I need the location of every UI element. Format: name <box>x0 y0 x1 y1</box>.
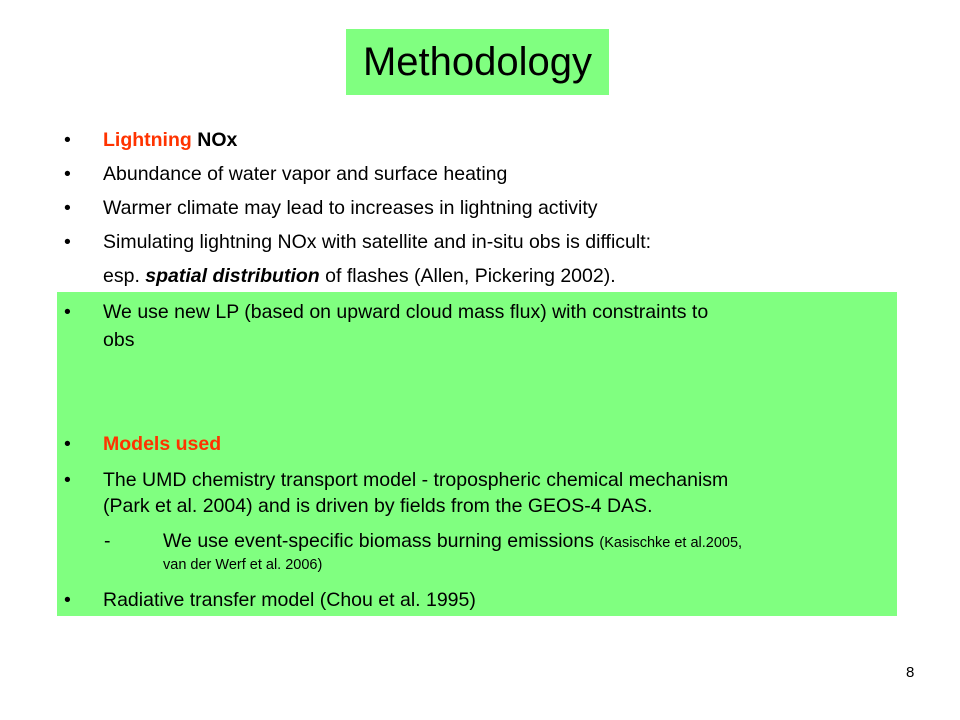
sub-bullet-biomass-line2: van der Werf et al. 2006) <box>163 557 323 573</box>
lightning-label: Lightning <box>103 129 192 151</box>
bullet-lightning-nox <box>103 128 237 153</box>
bullet-models-used: Models used <box>103 433 222 455</box>
bullet-simulating-continued <box>103 264 616 289</box>
nox-label: NOx <box>191 129 238 151</box>
bullet-simulating: Simulating lightning NOx with satellite and in-situ obs is difficult: <box>103 231 652 253</box>
bullet-marker: • <box>64 301 71 323</box>
bullet-marker: • <box>64 197 71 219</box>
bullet-water-vapor: Abundance of water vapor and surface heating <box>103 163 508 185</box>
title-box <box>346 29 609 95</box>
bullet-radiative-transfer: Radiative transfer model (Chou et al. 1995) <box>103 589 476 611</box>
spatial-distribution-emphasis: spatial distribution <box>145 265 320 287</box>
bullet-marker: • <box>64 469 71 491</box>
bullet-marker: • <box>64 129 71 151</box>
bullet-new-lp-line1: We use new LP (based on upward cloud mass flux) with constraints to <box>103 301 709 323</box>
bullet-warmer-climate: Warmer climate may lead to increases in lightning activity <box>103 197 598 219</box>
sub-bullet-biomass-line1 <box>163 529 742 556</box>
biomass-text: We use event-specific biomass burning emissions <box>163 530 600 552</box>
bullet-umd-model-line2: (Park et al. 2004) and is driven by fields from the GEOS-4 DAS. <box>103 495 653 517</box>
flashes-citation: of flashes (Allen, Pickering 2002). <box>319 265 616 287</box>
bullet-marker: • <box>64 163 71 185</box>
esp-text: esp. <box>103 265 146 287</box>
page-number: 8 <box>906 664 915 681</box>
slide-title: Methodology <box>362 40 593 84</box>
bullet-marker: • <box>64 589 71 611</box>
bullet-marker: • <box>64 231 71 253</box>
kasischke-citation: (Kasischke et al.2005, <box>599 535 743 551</box>
bullet-marker: • <box>64 433 71 455</box>
sub-bullet-dash: - <box>104 530 111 552</box>
bullet-umd-model-line1: The UMD chemistry transport model - tropospheric chemical mechanism <box>103 469 729 491</box>
bullet-new-lp-line2: obs <box>103 329 135 351</box>
